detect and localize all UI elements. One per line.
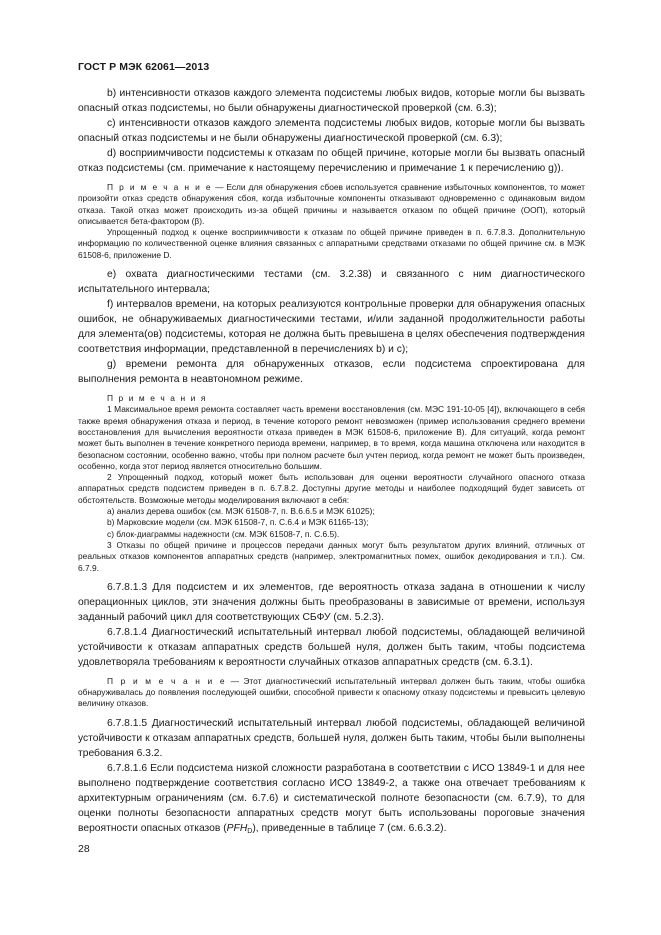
note-2-item-a: a) анализ дерева ошибок (см. МЭК 61508-7, п. B.6.6.5 и МЭК 61025); [107,506,375,517]
note-diagnostic-interval [78,676,585,710]
list-item-g: g) времени ремонта для обнаруженных отказов, если подсистема спроектирована для выполнения ремонта в неавтономном режиме. [78,359,585,386]
note-3: 3 Отказы по общей причине и процессов передачи данных могут быть результатом других влияний, отличных от реальных отказов компонентов аппаратных средств (например, электромагнитных помех, ошибок декодирования и т.п.). См. 6.7.9. [78,539,585,573]
note-1: 1 Максимальное время ремонта составляет часть времени восстановления (см. МЭС 191-10-05 [4]), включающего в себя также время обнаружения отказа и период, в течение которого ремонт невозможен (пример использования среднего времени восстановления для вычисления вероятности отказа приведен в МЭК 61508-6, приложение В). Для ситуаций, когда ремонт может быть выполнен в течение конкретного периода времени, например, в то время, когда машина отключена или находится в безопасном состоянии, особенно важно, чтобы при полном расчете был учтен период, когда ремонт не может быть произведен, особенно, когда этот период является относительно большим. [78,404,585,471]
clause-6-7-8-1-3: 6.7.8.1.3 Для подсистем и их элементов, где вероятность отказа задана в отношении к числу операционных циклов, эти значения должны быть преобразованы в зависимые от времени, используя заданный рабочий цикл для соответствующих СБФУ (см. 5.2.3). [78,581,585,623]
clause-6-7-8-1-6: 6.7.8.1.6 Если подсистема низкой сложности разработана в соответствии с ИСО 13849-1 и для нее выполнено подтверждение соответствия согласно ИСО 13849-2, а также она отвечает требованиям к архитектурным ограничениям (см. 6.7.6) и систематической полноте безопасности (см. 6.7.9), то для оценки полноты безопасности аппаратных средств могут быть использованы пороговые значения вероятности опасных отказов $(PFH_D)$, приведенные в таблице 7 (см. 6.6.3.2). [78,762,585,835]
note-2-item-c: c) блок-диаграммы надежности (см. МЭК 61508-7, п. C.6.5). [107,528,340,539]
note-label: П р и м е ч а н и е [107,675,227,686]
list-item-b: b) интенсивности отказов каждого элемента подсистемы любых видов, которые могли бы вызвать опасный отказ подсистемы, но были обнаружены диагностической проверкой (см. 6.3); [78,88,585,114]
page-body [78,86,585,839]
note-text: — Этот диагностический испытательный интервал должен быть таким, чтобы ошибка обнаруживалась до появления последующей ошибки, способной привести к опасному отказу подсистемы и превысить целевую величину отказов. [78,675,585,709]
note-2: 2 Упрощенный подход, который может быть использован для оценки вероятности случайного опасного отказа аппаратных средств подсистем приведен в п. 6.7.8.2. Доступны другие методы и наиболее подходящий будет зависеть от обстоятельств. Возможные методы моделирования включают в себя: [78,472,585,505]
note-2-item-b: b) Марковские модели (см. МЭК 61508-7, п. C.6.4 и МЭК 61165-13); [107,517,369,528]
pfh-symbol: PFH [226,822,248,834]
note-ccf-continued: Упрощенный подход к оценке восприимчивости к отказам по общей причине приведен в п. 6.7.8.3. Дополнительную информацию по количественной оценке влияния связанных с аппаратными средствами отказами по общей причине см. в МЭК 61508-6, приложение D. [78,227,585,260]
pfh-subscript: D [247,827,253,835]
note-label: П р и м е ч а н и е [107,182,213,192]
page-header: ГОСТ Р МЭК 62061—2013 [78,61,210,73]
note-ccf [78,182,585,227]
clause-6-7-8-1-4: 6.7.8.1.4 Диагностический испытательный интервал любой подсистемы, обладающей величиной устойчивости к отказам аппаратных средств большей нуля, должен быть таким, чтобы подсистема удовлетворяла требованиям к вероятности случайных отказов аппаратных средств (см. 6.3.1). [78,626,585,668]
list-item-d: d) восприимчивости подсистемы к отказам по общей причине, которые могли бы вызвать опасный отказ подсистемы (см. примечание к настоящему перечислению и примечание 1 к перечислению g)). [78,148,585,174]
note-text: — Если для обнаружения сбоев используется сравнение избыточных компонентов, то может произойти отказ средств обнаружения сбоя, когда избыточные компоненты отказывают одновременно с одинаковым видом отказа. Такой отказ может происходить из-за общей причины и называется отказом по общей причине (ООП), который описывается бета-фактором (β). [78,182,585,226]
list-item-c: c) интенсивности отказов каждого элемента подсистемы любых видов, которые могли бы вызвать опасный отказ подсистемы и не были обнаружены диагностической проверкой (см. 6.3); [78,118,585,144]
list-item-f: f) интервалов времени, на которых реализуются контрольные проверки для обнаружения опасных ошибок, не обнаруживаемых диагностическими тестами, и/или заданной продолжительности работы для элемента(ов) подсистемы, которая не должна быть превышена в целях обеспечения подтверждения соответствия информации, представленной в перечислениях b) и c); [78,299,585,356]
page-number: 28 [78,843,90,855]
notes-heading: П р и м е ч а н и я [107,393,207,404]
list-item-e: e) охвата диагностическими тестами (см. 3.2.38) и связанного с ним диагностического испытательного интервала; [78,269,585,296]
clause-6-7-8-1-5: 6.7.8.1.5 Диагностический испытательный интервал любой подсистемы, обладающей величиной устойчивости к отказам аппаратных средств, большей нуля, должен быть таким, чтобы были выполнены требования 6.3.2. [78,717,585,759]
